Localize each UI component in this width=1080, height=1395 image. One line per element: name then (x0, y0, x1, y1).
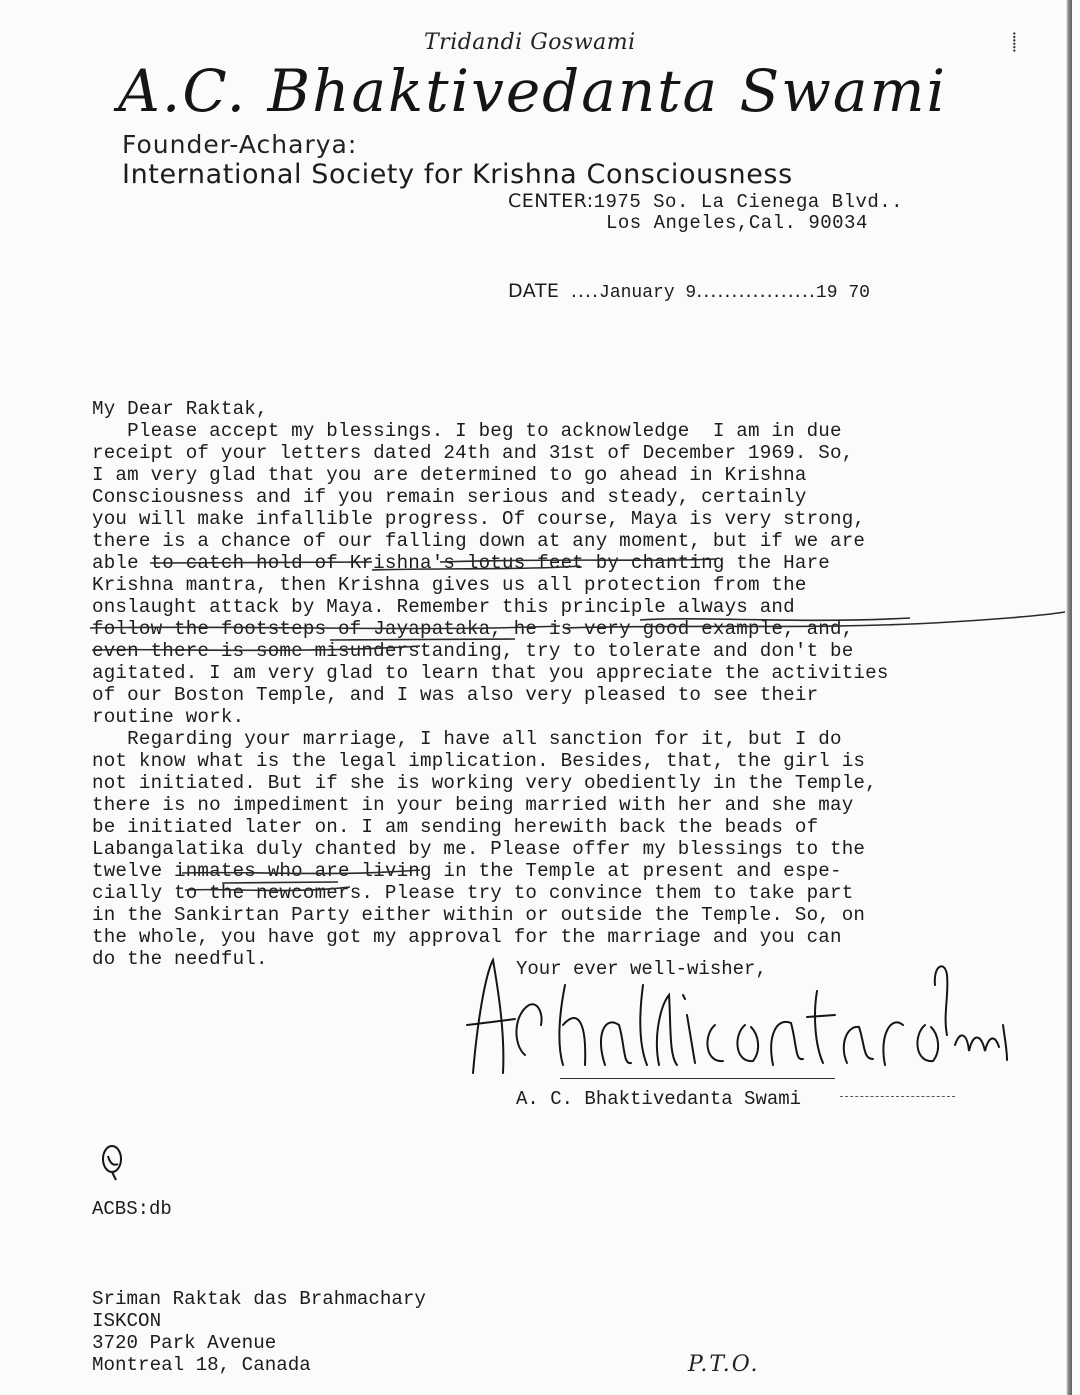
body-line: agitated. I am very glad to learn that you appreciate the activities (92, 662, 889, 684)
body-line: in the Sankirtan Party either within or outside the Temple. So, on (92, 904, 866, 926)
body-line: able to catch hold of Krishna's lotus feet by chanting the Hare (92, 552, 831, 574)
body-line: cially to the newcomers. Please try to convince them to take part (92, 882, 854, 904)
date-leader-dots: .... (570, 280, 600, 302)
body-line: the whole, you have got my approval for the marriage and you can (92, 926, 842, 948)
body-line: even there is some misunderstanding, try to tolerate and don't be (92, 640, 854, 662)
body-line: do the needful. (92, 948, 268, 970)
center-address-line1 (508, 190, 903, 213)
date-value: January 9 (599, 283, 697, 303)
salutation: My Dear Raktak, (92, 398, 268, 420)
body-line: there is a chance of our falling down at any moment, but if we are (92, 530, 866, 552)
center-address-city: Los Angeles,Cal. 90034 (606, 212, 868, 234)
letterhead-title: Tridandi Goswami (424, 30, 636, 55)
body-line: routine work. (92, 706, 245, 728)
handwritten-q-mark (98, 1142, 128, 1182)
initials: ACBS:db (92, 1198, 172, 1220)
body-line: receipt of your letters dated 24th and 31st of December 1969. So, (92, 442, 854, 464)
recipient-name: Sriman Raktak das Brahmachary (92, 1288, 426, 1310)
recipient-street: 3720 Park Avenue (92, 1332, 277, 1354)
letterhead-name: A.C. Bhaktivedanta Swami (118, 57, 948, 125)
body-line: be initiated later on. I am sending herewith back the beads of (92, 816, 819, 838)
body-line: Consciousness and if you remain serious and steady, certainly (92, 486, 807, 508)
signature-dash (840, 1096, 955, 1097)
center-address-street: 1975 So. La Cienega Blvd.. (593, 191, 904, 213)
body-line: I am very glad that you are determined to go ahead in Krishna (92, 464, 807, 486)
body-line: not know what is the legal implication. Besides, that, the girl is (92, 750, 866, 772)
signature-line (560, 1078, 835, 1079)
body-line: Please accept my blessings. I beg to acknowledge I am in due (92, 420, 842, 442)
date-leader-dots-2: ................. (696, 280, 816, 302)
date-line (508, 280, 870, 303)
closing: Your ever well-wisher, (516, 958, 767, 980)
letterhead-society: International Society for Krishna Consciousness (122, 159, 793, 190)
center-address-line2 (606, 212, 868, 234)
body-line: Krishna mantra, then Krishna gives us all protection from the (92, 574, 807, 596)
body-line: of our Boston Temple, and I was also very pleased to see their (92, 684, 819, 706)
date-year: 19 70 (815, 283, 870, 303)
margin-mark: ⸽ (1012, 34, 1017, 54)
signed-name: A. C. Bhaktivedanta Swami (516, 1088, 802, 1110)
date-label: DATE (508, 280, 560, 302)
body-line: you will make infallible progress. Of course, Maya is very strong, (92, 508, 866, 530)
signature (455, 955, 1015, 1085)
recipient-org: ISKCON (92, 1310, 162, 1332)
body-line: not initiated. But if she is working very obediently in the Temple, (92, 772, 877, 794)
body-line: twelve inmates who are living in the Temple at present and espe- (92, 860, 842, 882)
body-line: there is no impediment in your being married with her and she may (92, 794, 854, 816)
letter-body (92, 398, 992, 970)
body-line: Regarding your marriage, I have all sanction for it, but I do (92, 728, 842, 750)
recipient-address (92, 1288, 426, 1376)
center-label: CENTER: (508, 190, 594, 212)
body-line: Labangalatika duly chanted by me. Please offer my blessings to the (92, 838, 866, 860)
recipient-city: Montreal 18, Canada (92, 1354, 311, 1376)
page-edge-shadow (1066, 0, 1072, 1395)
body-line: follow the footsteps of Jayapataka, he is very good example, and, (92, 618, 854, 640)
body-line: onslaught attack by Maya. Remember this principle always and (92, 596, 795, 618)
pto-note: P.T.O. (688, 1352, 760, 1377)
letterhead-role: Founder-Acharya: (122, 130, 358, 159)
